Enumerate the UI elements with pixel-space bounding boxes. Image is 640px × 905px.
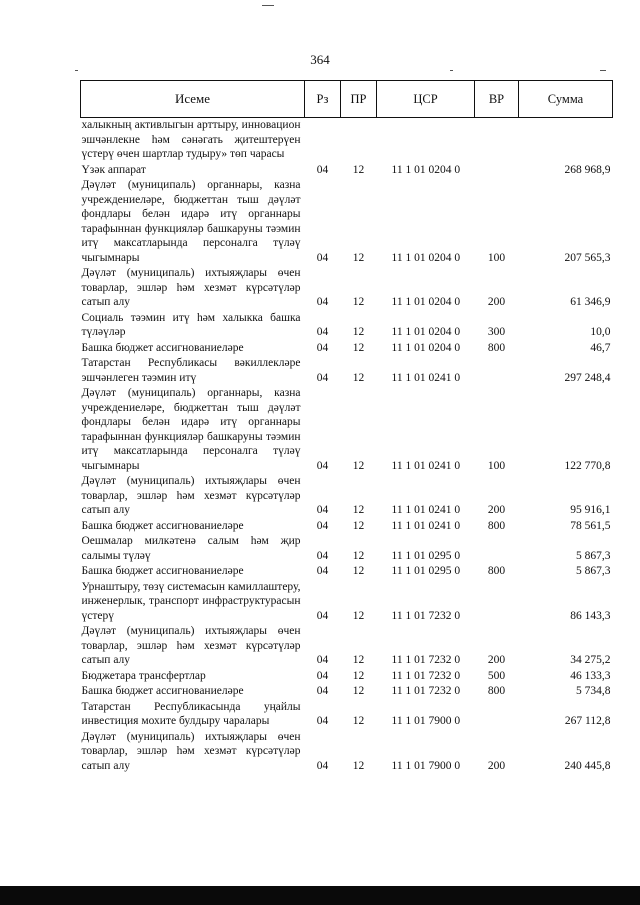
cell-name: Үзәк аппарат [81, 163, 146, 176]
table-row [81, 163, 613, 179]
cell-rz: 04 [316, 609, 329, 622]
cell-rz: 04 [316, 549, 329, 562]
cell-csr: 11 1 01 0204 0 [391, 251, 461, 264]
header-csr: ЦСР [377, 81, 475, 118]
cell-csr: 11 1 01 7232 0 [391, 654, 461, 666]
scan-speck [450, 70, 453, 71]
table-row [81, 178, 613, 266]
scan-edge-bar [0, 886, 640, 905]
table-row [81, 386, 613, 474]
table-row [81, 341, 613, 357]
cell-vr [475, 534, 519, 564]
cell-pr: 12 [352, 251, 365, 264]
cell-pr: 12 [352, 163, 365, 176]
cell-vr [475, 700, 519, 730]
cell-rz: 04 [316, 685, 329, 697]
cell-name: Дәүләт (муниципаль) органнары, казна учреждениеләре, бюджеттан тыш дәүләт фондлары белән идарә итү органнары тарафыннан функцияләр башкаруны тәэмин итү максатларында персоналга түләү чыгымнары [81, 387, 301, 472]
scan-speck [75, 70, 78, 71]
table-row [81, 564, 613, 580]
header-name: Исеме [81, 81, 305, 118]
cell-pr: 12 [352, 609, 365, 622]
cell-rz: 04 [316, 326, 329, 338]
cell-pr: 12 [352, 371, 365, 384]
cell-sum: 268 968,9 [564, 163, 611, 176]
budget-table [80, 80, 613, 774]
table-row [81, 266, 613, 311]
cell-csr: 11 1 01 7232 0 [391, 685, 461, 697]
cell-name: Социаль тәэмин итү һәм халыкка башка түләүләр [81, 311, 301, 338]
cell-name: Дәүләт (муниципаль) ихтыяҗлары өчен товарлар, эшләр һәм хезмәт күрсәтүләр сатып алу [81, 730, 301, 772]
cell-sum: 46,7 [590, 341, 611, 354]
cell-rz: 04 [316, 565, 329, 577]
scan-speck [600, 70, 606, 71]
cell-name: Башка бюджет ассигнованиеләре [81, 519, 244, 532]
cell-rz: 04 [316, 654, 329, 666]
cell-vr: 200 [487, 504, 506, 516]
cell-csr: 11 1 01 0241 0 [391, 504, 461, 516]
cell-csr [377, 118, 475, 163]
cell-vr: 800 [487, 685, 506, 697]
cell-rz [305, 118, 341, 163]
cell-pr: 12 [352, 685, 365, 697]
cell-rz: 04 [316, 296, 329, 308]
cell-name: Дәүләт (муниципаль) ихтыяҗлары өчен товарлар, эшләр һәм хезмәт күрсәтүләр сатып алу [81, 625, 301, 666]
cell-csr: 11 1 01 0295 0 [391, 565, 461, 577]
cell-name: Бюджетара трансфертлар [81, 669, 206, 682]
cell-pr: 12 [352, 549, 365, 562]
cell-sum: 78 561,5 [570, 519, 611, 532]
cell-sum: 46 133,3 [570, 669, 611, 682]
cell-csr: 11 1 01 0241 0 [391, 459, 461, 472]
scan-speck [262, 5, 274, 6]
cell-name: Оешмалар милкәтенә салым һәм җир салымы түләү [81, 535, 301, 562]
cell-csr: 11 1 01 0241 0 [391, 371, 461, 384]
header-sum: Сумма [519, 81, 613, 118]
cell-pr [341, 118, 377, 163]
table-row [81, 519, 613, 535]
cell-rz: 04 [316, 669, 329, 682]
table-row [81, 474, 613, 519]
cell-pr: 12 [352, 504, 365, 516]
cell-vr: 200 [487, 654, 506, 666]
table-row [81, 669, 613, 685]
cell-sum: 34 275,2 [570, 654, 611, 666]
cell-name: Башка бюджет ассигнованиеләре [81, 565, 244, 577]
cell-sum: 240 445,8 [564, 759, 611, 772]
cell-vr: 200 [487, 759, 506, 772]
cell-csr: 11 1 01 0204 0 [391, 163, 461, 176]
cell-name: Башка бюджет ассигнованиеләре [81, 341, 244, 354]
cell-pr: 12 [352, 759, 365, 772]
cell-pr: 12 [352, 654, 365, 666]
cell-csr: 11 1 01 0295 0 [391, 549, 461, 562]
cell-sum: 297 248,4 [564, 371, 611, 384]
cell-vr: 800 [487, 565, 506, 577]
table-row [81, 118, 613, 163]
cell-sum: 267 112,8 [564, 715, 611, 727]
cell-sum: 61 346,9 [570, 296, 611, 308]
cell-csr: 11 1 01 0204 0 [391, 326, 461, 338]
cell-vr: 800 [487, 519, 506, 532]
header-pr: ПР [341, 81, 377, 118]
cell-vr: 100 [487, 251, 506, 264]
table-header [81, 81, 613, 118]
cell-vr [475, 118, 519, 163]
cell-vr: 200 [487, 296, 506, 308]
cell-vr [475, 163, 519, 179]
cell-sum: 95 916,1 [570, 504, 611, 516]
cell-pr: 12 [352, 341, 365, 354]
cell-vr: 800 [487, 341, 506, 354]
cell-csr: 11 1 01 7900 0 [391, 715, 461, 727]
cell-vr: 100 [487, 459, 506, 472]
cell-sum: 86 143,3 [570, 609, 611, 622]
cell-name: Татарстан Республикасында уңайлы инвестиция мохите булдыру чаралары [81, 700, 301, 727]
cell-vr: 500 [487, 669, 506, 682]
cell-name: Дәүләт (муниципаль) ихтыяҗлары өчен товарлар, эшләр һәм хезмәт күрсәтүләр сатып алу [81, 475, 301, 516]
cell-name: Урнаштыру, төзү системасын камиллаштеру, инженерлык, транспорт инфраструктурасын үстерү [81, 580, 301, 622]
cell-name: Дәүләт (муниципаль) органнары, казна учреждениеләре, бюджеттан тыш дәүләт фондлары белән идарә итү органнары тарафыннан функцияләр башкаруны тәэмин итү максатларында персоналга түләү чыгымнары [81, 179, 301, 264]
cell-name: Дәүләт (муниципаль) ихтыяҗлары өчен товарлар, эшләр һәм хезмәт күрсәтүләр сатып алу [81, 267, 301, 308]
cell-sum: 5 867,3 [576, 549, 611, 562]
cell-vr: 300 [487, 326, 506, 338]
cell-rz: 04 [316, 759, 329, 772]
table-row [81, 684, 613, 700]
cell-sum: 207 565,3 [564, 251, 611, 264]
table-row [81, 624, 613, 669]
table-body [81, 118, 613, 775]
table-row [81, 700, 613, 730]
cell-sum [519, 118, 613, 163]
cell-pr: 12 [352, 326, 365, 338]
cell-vr [475, 580, 519, 625]
table-row [81, 534, 613, 564]
cell-rz: 04 [316, 251, 329, 264]
cell-pr: 12 [352, 519, 365, 532]
cell-rz: 04 [316, 459, 329, 472]
table-row [81, 356, 613, 386]
table-row [81, 311, 613, 341]
header-vr: ВР [475, 81, 519, 118]
cell-rz: 04 [316, 715, 329, 727]
cell-rz: 04 [316, 519, 329, 532]
cell-csr: 11 1 01 0241 0 [391, 519, 461, 532]
cell-pr: 12 [352, 459, 365, 472]
cell-pr: 12 [352, 669, 365, 682]
cell-csr: 11 1 01 0204 0 [391, 296, 461, 308]
cell-rz: 04 [316, 163, 329, 176]
cell-vr [475, 356, 519, 386]
cell-csr: 11 1 01 7232 0 [391, 669, 461, 682]
cell-csr: 11 1 01 7900 0 [391, 759, 461, 772]
cell-sum: 10,0 [590, 326, 611, 338]
table-row [81, 580, 613, 625]
header-rz: Рз [305, 81, 341, 118]
cell-csr: 11 1 01 7232 0 [391, 609, 461, 622]
cell-pr: 12 [352, 565, 365, 577]
cell-name: Башка бюджет ассигнованиеләре [81, 685, 244, 697]
cell-sum: 5 867,3 [576, 565, 611, 577]
cell-rz: 04 [316, 341, 329, 354]
cell-sum: 122 770,8 [564, 459, 611, 472]
cell-rz: 04 [316, 504, 329, 516]
cell-name: Татарстан Республикасы вәкиллекләре эшчәнлеген тәэмин итү [81, 357, 301, 384]
cell-pr: 12 [352, 715, 365, 727]
cell-sum: 5 734,8 [576, 685, 611, 697]
table-row [81, 730, 613, 775]
cell-pr: 12 [352, 296, 365, 308]
cell-rz: 04 [316, 371, 329, 384]
cell-name: халыкның активлыгын арттыру, инновацион эшчәнлекне һәм сәнәгать җитештерүен үстерү өчен шартлар тудыру» төп чарасы [81, 119, 301, 160]
cell-csr: 11 1 01 0204 0 [391, 341, 461, 354]
page-number: 364 [310, 52, 330, 67]
